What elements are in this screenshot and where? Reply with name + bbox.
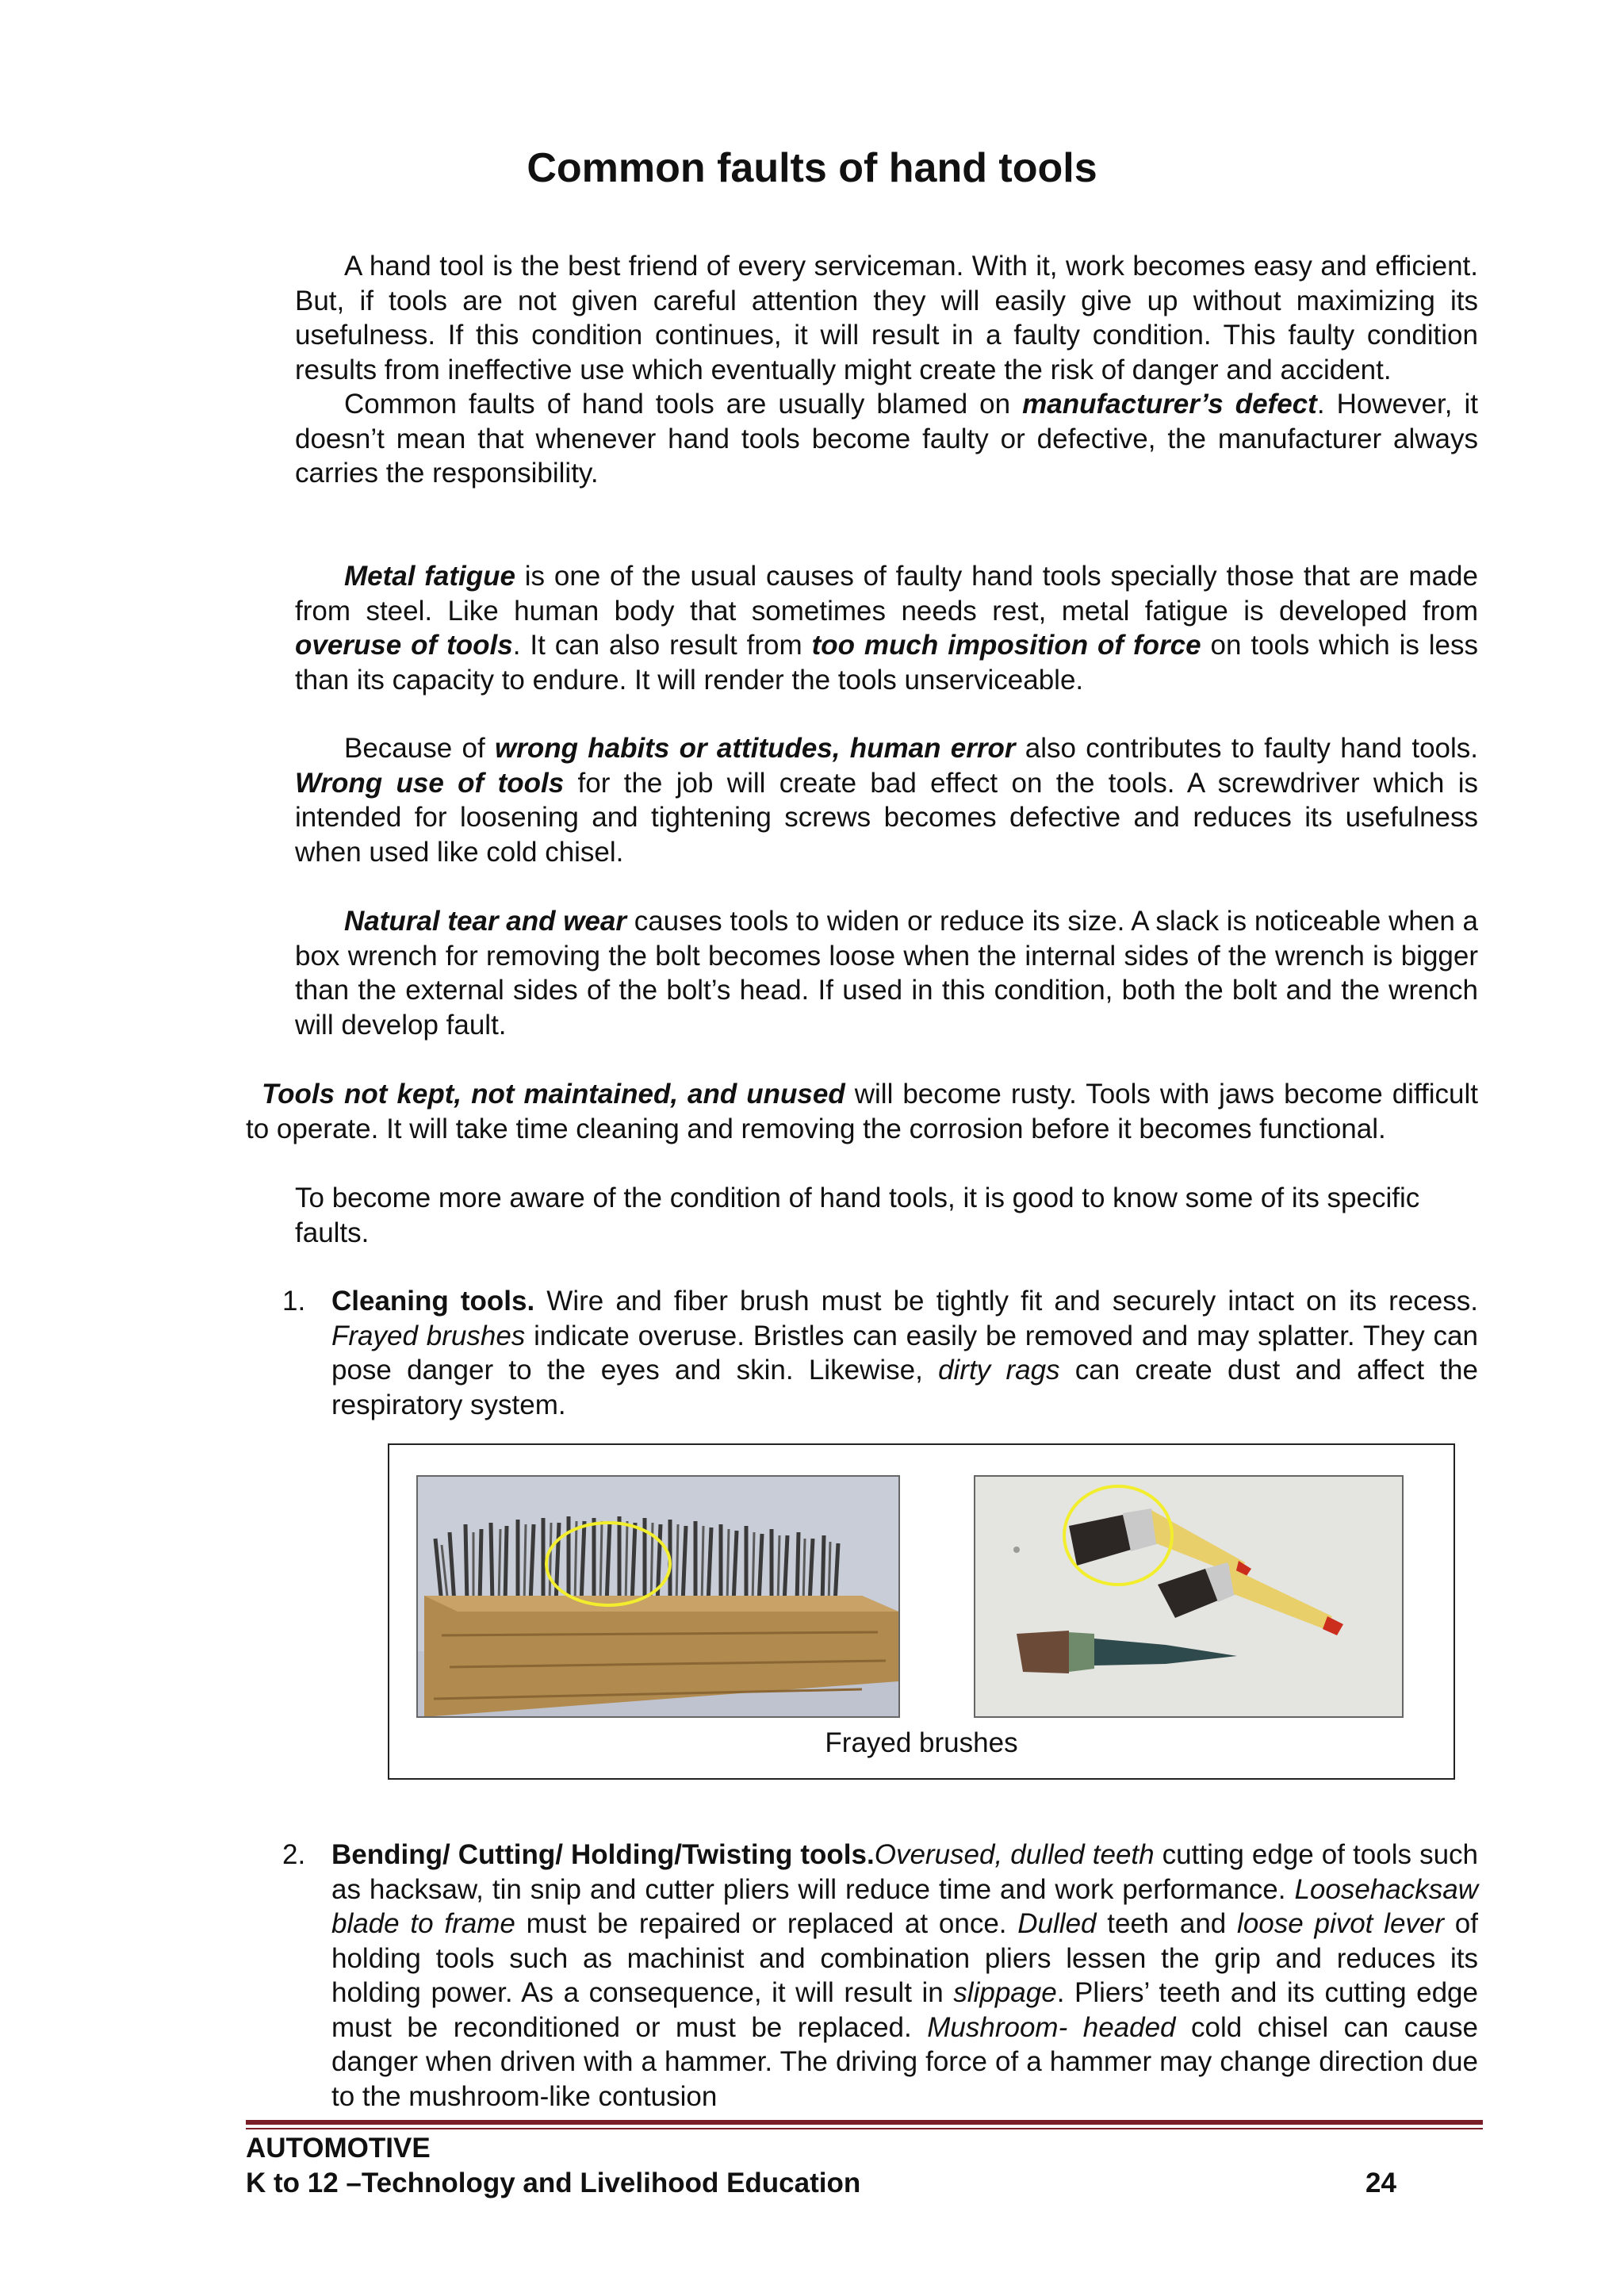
human-error-paragraph — [295, 731, 1478, 869]
emphasis: Wrong use of tools — [295, 767, 565, 799]
text-run: of holding tools such as machinist and combination pliers lessen the grip and reduces its holding power. As a consequence, it will result in — [331, 1908, 1478, 2008]
text-run: cutting edge of tools such as hacksaw, tin snip and cutter pliers will reduce time and work performance. — [331, 1839, 1479, 1905]
emphasis: Frayed brushes — [331, 1320, 526, 1351]
list-item — [282, 1838, 1478, 2114]
awareness-paragraph — [295, 1181, 1437, 1250]
emphasis: too much imposition of force — [811, 630, 1201, 661]
figure-frayed-brushes — [388, 1443, 1455, 1780]
wear-paragraph — [295, 904, 1478, 1042]
text-run: . It can also result from — [512, 630, 812, 661]
intro-paragraph-2 — [295, 387, 1478, 491]
awareness-text: To become more aware of the condition of hand tools, it is good to know some of its specific faults. — [295, 1182, 1420, 1248]
text-run: teeth and — [1096, 1908, 1238, 1939]
text-run: will become rusty. Tools with jaws become difficult to operate. It will take time cleaning and removing the corrosion before it becomes functional. — [246, 1079, 1478, 1144]
page-number: 24 — [1365, 2168, 1396, 2198]
text-run: Because of — [344, 733, 495, 764]
page-title: Common faults of hand tools — [527, 145, 1097, 191]
metal-fatigue-paragraph — [295, 559, 1478, 697]
intro-paragraph-1: A hand tool is the best friend of every serviceman. With it, work becomes easy and efficient. But, if tools are not given careful attention they will easily give up without maximizing its usefulness. If this condition continues, it will result in a faulty condition. This faulty condition results from ineffective use which eventually might create the risk of danger and accident. — [295, 251, 1478, 385]
text-run: indicate overuse. Bristles can easily be removed and may splatter. They can pose danger to the eyes and skin. Likewise, — [331, 1320, 1478, 1386]
list-item — [282, 1284, 1478, 1422]
text-run: Common faults of hand tools are usually blamed on — [344, 389, 1023, 420]
emphasis: Metal fatigue — [344, 561, 515, 592]
text-run: also contributes to faulty hand tools. — [1015, 733, 1479, 764]
text-run: . Pliers’ teeth and its cutting edge must be reconditioned or must be replaced. — [331, 1977, 1478, 2043]
emphasis: wrong habits or attitudes, human error — [494, 733, 1016, 764]
paint-brushes-photo — [974, 1475, 1404, 1718]
text-run: Wire and fiber brush must be tightly fit and securely intact on its recess. — [534, 1286, 1478, 1317]
text-run: on tools which is less than its capacity to endure. It will render the tools unserviceable. — [295, 630, 1479, 696]
text-run: is one of the usual causes of faulty hand tools specially those that are made from steel. Like human body that sometimes needs rest, metal fatigue is developed from — [295, 561, 1478, 627]
text-run: . However, it doesn’t mean that whenever hand tools become faulty or defective, the manufacturer always carries the responsibility. — [295, 389, 1478, 489]
list-heading: Cleaning tools. — [331, 1286, 535, 1317]
footer-course: K to 12 –Technology and Livelihood Education — [246, 2168, 861, 2198]
text-run: cold chisel can cause danger when driven with a hammer. The driving force of a hammer may change direction due to the mushroom-like contusion — [331, 2011, 1478, 2112]
emphasis: overuse of tools — [295, 630, 513, 661]
emphasis: dirty rags — [938, 1355, 1060, 1386]
emphasis: Dulled — [1017, 1908, 1097, 1939]
intro-section — [295, 249, 1478, 491]
list-number: 1. — [282, 1286, 306, 1317]
text-run: can create dust and affect the respiratory system. — [331, 1355, 1478, 1420]
footer-rule-thin — [246, 2128, 1483, 2129]
text-run: must be repaired or replaced at once. — [515, 1908, 1018, 1939]
wire-brush-photo — [416, 1475, 900, 1718]
footer-subject: AUTOMOTIVE — [246, 2133, 431, 2164]
figure-caption: Frayed brushes — [825, 1727, 1018, 1758]
emphasis: Natural tear and wear — [344, 906, 626, 937]
emphasis: Mushroom- headed — [927, 2011, 1176, 2043]
emphasis: Overused, dulled teeth — [874, 1839, 1155, 1870]
text-run: causes tools to widen or reduce its size. A slack is noticeable when a box wrench for removing the bolt becomes loose when the internal sides of the wrench is bigger than the external sides of the bolt’s head. If used in this condition, both the bolt and the wrench will develop fault. — [295, 906, 1478, 1041]
list-number: 2. — [282, 1839, 306, 1870]
storage-paragraph — [246, 1077, 1478, 1146]
emphasis: loose pivot lever — [1237, 1908, 1445, 1939]
emphasis: slippage — [953, 1977, 1057, 2008]
text-run: for the job will create bad effect on the tools. A screwdriver which is intended for loosening and tightening screws becomes defective and reduces its usefulness when used like cold chisel. — [295, 767, 1478, 868]
emphasis: Loosehacksaw blade to frame — [331, 1873, 1478, 1939]
emphasis: manufacturer’s defect — [1022, 389, 1317, 420]
emphasis: Tools not kept, not maintained, and unused — [262, 1079, 845, 1110]
list-heading: Bending/ Cutting/ Holding/Twisting tools. — [331, 1839, 875, 1870]
footer-rule — [246, 2120, 1483, 2125]
